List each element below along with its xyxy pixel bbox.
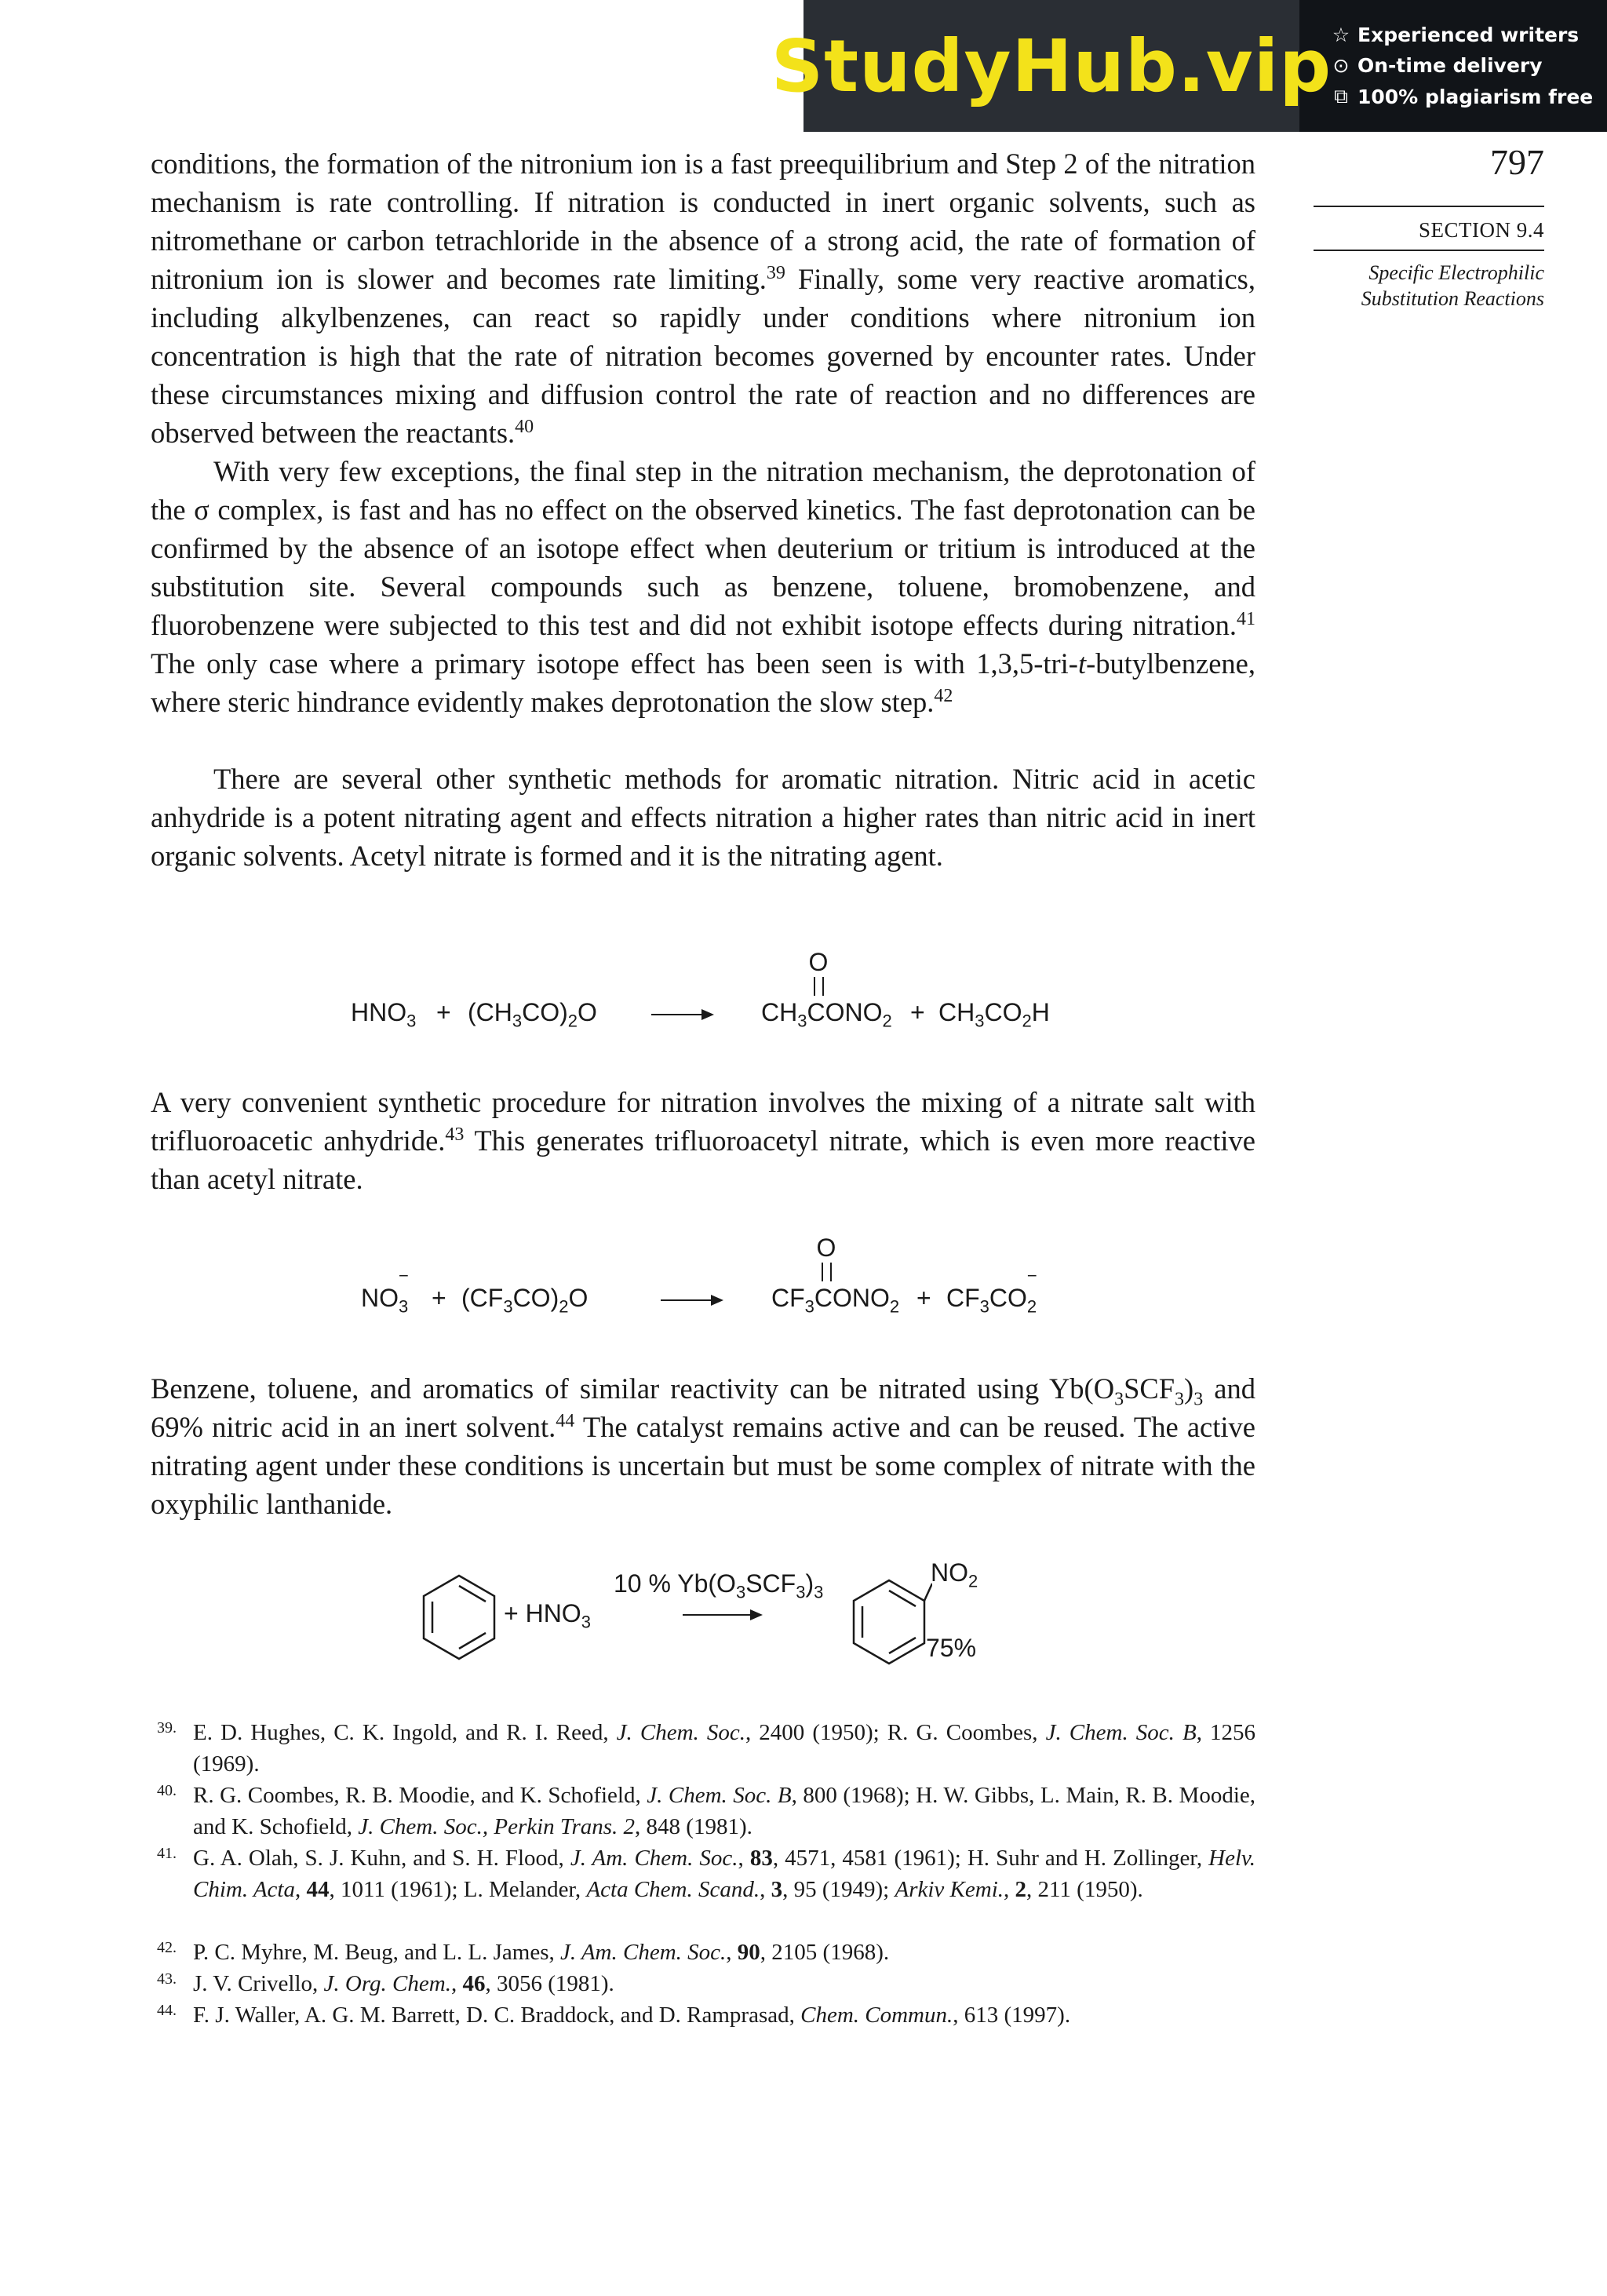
footnote: 40. R. G. Coombes, R. B. Moodie, and K. Schofield, J. Chem. Soc. B, 800 (1968); H. W. Gibbs, L. Main, R. B. Moodie, and K. Schofield, J. Chem. Soc., Perkin Trans. 2, 848 (1981).	[157, 1782, 1255, 1839]
double-bond	[814, 977, 824, 996]
footnote-ref[interactable]: 42	[934, 685, 953, 706]
section-label: SECTION 9.4	[1419, 218, 1544, 242]
reactant-nitric-acid: $HNO_3$	[351, 998, 417, 1031]
carbonyl-oxygen: O	[808, 948, 829, 976]
star-icon: ☆	[1332, 24, 1350, 46]
plus-sign: +	[916, 1284, 931, 1312]
footnote-ref[interactable]: 43	[445, 1124, 465, 1145]
footnote-ref[interactable]: 40	[515, 416, 534, 437]
feature-item: ☆ Experienced writers	[1332, 24, 1580, 46]
margin-rule	[1314, 250, 1544, 251]
feature-item: ⧉ 100% plagiarism free	[1331, 85, 1607, 108]
ad-banner[interactable]	[771, 0, 1607, 132]
reactant-acetic-anhydride: $(CH_3CO)_2O$	[468, 998, 597, 1031]
footnote-ref[interactable]: 39	[766, 262, 785, 283]
reaction-arrow	[683, 1614, 761, 1616]
reaction-arrow	[651, 1014, 712, 1015]
plus-sign: +	[436, 998, 451, 1026]
body-paragraph: There are several other synthetic methods for aromatic nitration. Nitric acid in acetic anhydride is a potent nitrating agent and effects nitration a higher rates than nitric acid in inert organic solvents. Acetyl nitrate is formed and it is the nitrating agent.	[151, 763, 1255, 872]
carbonyl-oxygen: O	[816, 1234, 836, 1262]
footnote-ref[interactable]: 44	[556, 1410, 575, 1431]
feature-list	[1299, 24, 1607, 108]
section-title: Specific Electrophilic Substitution Reactions	[1361, 261, 1544, 310]
product-trifluoroacetate: $CF_3CO$ − $_2$	[946, 1266, 1037, 1317]
plus-sign: +	[910, 998, 925, 1026]
footnote: 41. G. A. Olah, S. J. Kuhn, and S. H. Flood, J. Am. Chem. Soc., 83, 4571, 4581 (1961); H. Suhr and H. Zollinger, Helv. Chim. Acta, 44, 1011 (1961); L. Melander, Acta Chem. Scand., 3, 95 (1949); Arkiv Kemi., 2, 211 (1950).	[157, 1845, 1255, 1902]
brand-logo[interactable]: StudyHub.vip	[804, 0, 1299, 132]
yield-label: 75%	[926, 1634, 977, 1662]
reactant-nitrate: NO − $_3$	[361, 1266, 409, 1317]
reagent-nitric-acid: + $HNO_3$	[504, 1599, 591, 1632]
body-paragraph: conditions, the formation of the nitronium ion is a fast preequilibrium and Step 2 of the nitration mechanism is rate controlling. If nitration is conducted in inert organic solvents, such as nitromethane or carbon tetrachloride in the absence of a strong acid, the rate of formation of nitronium ion is slower and becomes rate limiting.$^{39}$ Finally, some very reactive aromatics, including alkylbenzenes, can react so rapidly under conditions where nitronium ion concentration is high that the rate of nitration becomes governed by encounter rates. Under these circumstances mixing and diffusion control the rate of reaction and no differences are observed between the reactants.$^{40}$	[151, 148, 1256, 449]
product-acetyl-nitrate: $CH_3CONO_2$	[761, 998, 892, 1031]
page-number: 797	[1490, 142, 1544, 182]
product-trifluoroacetyl-nitrate: $CF_3CONO_2$	[771, 1284, 900, 1317]
catalyst-label: 10 % $Yb(O_3SCF_3)_3$	[614, 1569, 824, 1602]
body-paragraph: With very few exceptions, the final step in the nitration mechanism, the deprotonation of the σ complex, is fast and has no effect on the observed kinetics. The fast deprotonation can be confirmed by the absence of an isotope effect when deuterium or tritium is introduced at the substitution site. Several compounds such as benzene, toluene, bromobenzene, and fluorobenzene were subjected to this test and did not exhibit isotope effects during nitration.$^{41}$ The only case where a primary isotope effect has been seen is with 1,3,5-tri-t-butylbenzene, where steric hindrance evidently makes deprotonation the slow step.$^{42}$	[151, 455, 1255, 718]
plus-sign: +	[432, 1284, 446, 1312]
double-bond	[822, 1263, 832, 1281]
footnote: 39. E. D. Hughes, C. K. Ingold, and R. I. Reed, J. Chem. Soc., 2400 (1950); R. G. Coombes, J. Chem. Soc. B, 1256 (1969).	[157, 1719, 1256, 1777]
product-acetic-acid: $CH_3CO_2H$	[938, 998, 1050, 1031]
benzene-structure	[416, 1573, 502, 1667]
footnote-ref[interactable]: 41	[1237, 608, 1255, 629]
body-paragraph: Benzene, toluene, and aromatics of similar reactivity can be nitrated using $Yb(O_3SCF_3)_3$ and 69% nitric acid in an inert solvent.$^{44}$ The catalyst remains active and can be reused. The active nitrating agent under these conditions is uncertain but must be some complex of nitrate with the oxyphilic lanthanide.	[151, 1372, 1255, 1520]
margin-rule	[1314, 206, 1544, 207]
reactant-tfaa: $(CF_3CO)_2O$	[461, 1284, 589, 1317]
footnote: 44. F. J. Waller, A. G. M. Barrett, D. C. Braddock, and D. Ramprasad, Chem. Commun., 613 (1997).	[157, 2002, 1071, 2028]
nitrobenzene-structure	[846, 1573, 932, 1667]
feature-item: ⊙ On-time delivery	[1331, 54, 1607, 77]
footnote: 43. J. V. Crivello, J. Org. Chem., 46, 3056 (1981).	[157, 1970, 614, 1996]
nitro-substituent: $NO_2$	[931, 1558, 978, 1591]
body-paragraph: A very convenient synthetic procedure for nitration involves the mixing of a nitrate salt with trifluoroacetic anhydride.$^{43}$ This generates trifluoroacetyl nitrate, which is even more reactive than acetyl nitrate.	[151, 1086, 1255, 1195]
clock-icon: ⊙	[1332, 54, 1350, 77]
copy-icon: ⧉	[1334, 85, 1348, 108]
footnote: 42. P. C. Myhre, M. Beug, and L. L. James, J. Am. Chem. Soc., 90, 2105 (1968).	[157, 1939, 890, 1965]
reaction-arrow	[661, 1299, 722, 1301]
